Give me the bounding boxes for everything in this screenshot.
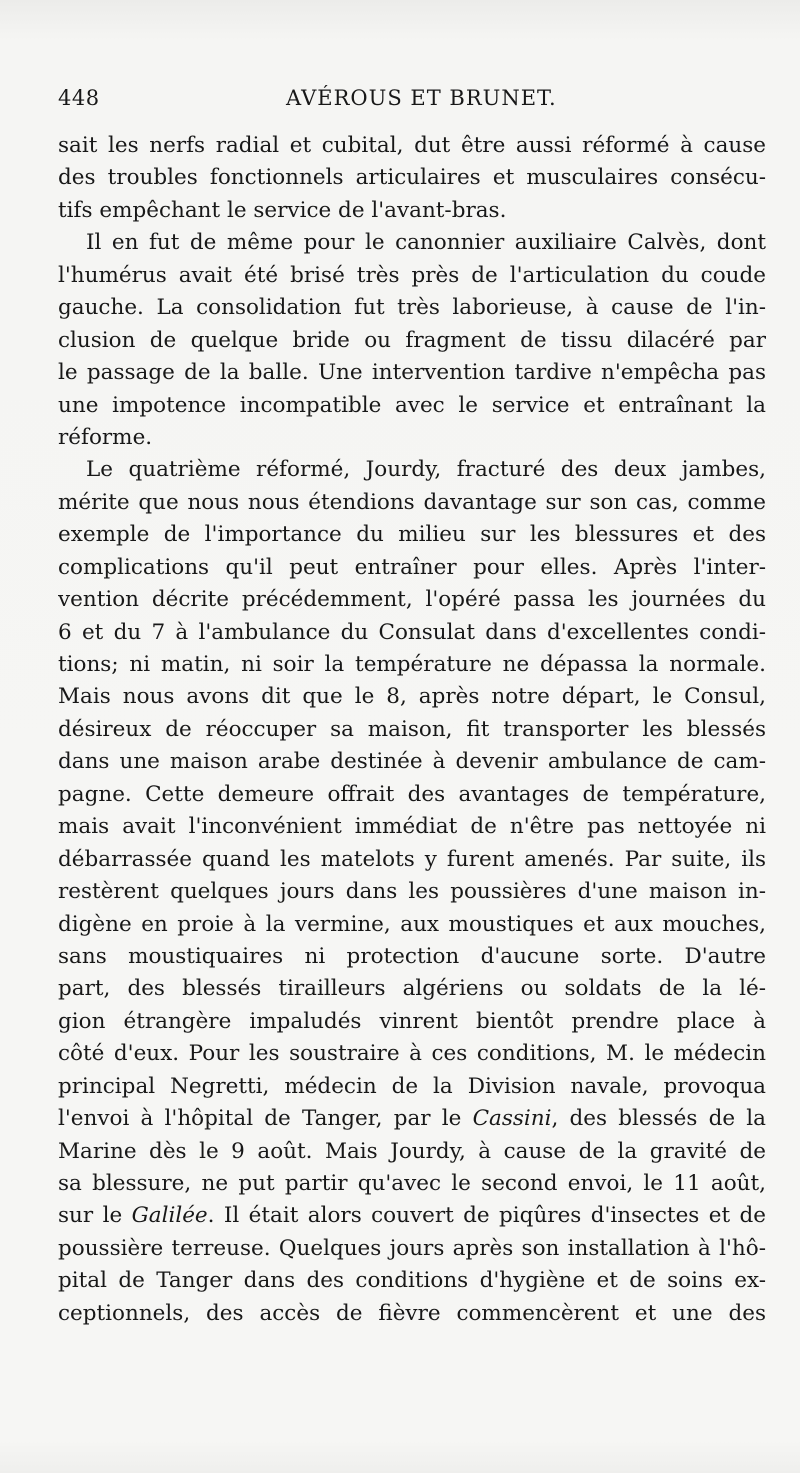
text-line: clusion de quelque bride ou fragment de tissu dilacéré par	[58, 327, 766, 353]
text-line: vention décrite précédemment, l'opéré passa les journées du	[58, 587, 766, 613]
text-line: poussière terreuse. Quelques jours après son installation à l'hô-	[58, 1235, 766, 1261]
text-line: pagne. Cette demeure offrait des avantages de température,	[58, 781, 766, 807]
text-line: part, des blessés tirailleurs algériens ou soldats de la lé-	[58, 976, 766, 1002]
text-line: complications qu'il peut entraîner pour elles. Après l'inter-	[58, 554, 766, 580]
body-text	[58, 130, 766, 1330]
text-line: l'envoi à l'hôpital de Tanger, par le Cassini, des blessés de la	[58, 1106, 766, 1132]
text-line: sans moustiquaires ni protection d'aucune sorte. D'autre	[58, 943, 766, 969]
text-line: pital de Tanger dans des conditions d'hygiène et de soins ex-	[58, 1268, 766, 1294]
page-number: 448	[58, 86, 100, 110]
text-line: gion étrangère impaludés vinrent bientôt prendre place à	[58, 1008, 766, 1034]
page-header	[58, 86, 750, 116]
text-line: sa blessure, ne put partir qu'avec le second envoi, le 11 août,	[58, 1171, 766, 1196]
text-line: débarrassée quand les matelots y furent amenés. Par suite, ils	[58, 846, 766, 872]
text-line: Marine dès le 9 août. Mais Jourdy, à cause de la gravité de	[58, 1138, 766, 1164]
ship-name: Galilée	[131, 1203, 208, 1229]
text-line: Mais nous avons dit que le 8, après notre départ, le Consul,	[58, 684, 766, 710]
ship-name: Cassini	[472, 1106, 552, 1132]
text-line: restèrent quelques jours dans les poussières d'une maison in-	[58, 879, 766, 905]
text-line: tions; ni matin, ni soir la température ne dépassa la normale.	[58, 652, 766, 677]
text-line: des troubles fonctionnels articulaires et musculaires consécu-	[58, 165, 766, 191]
text-line: Le quatrième réformé, Jourdy, fracturé des deux jambes,	[86, 457, 766, 483]
text-line: désireux de réoccuper sa maison, fit transporter les blessés	[58, 716, 766, 742]
text-line: ceptionnels, des accès de fièvre commencèrent et une des	[58, 1300, 766, 1326]
text-line: dans une maison arabe destinée à devenir ambulance de cam-	[58, 749, 766, 775]
text-line: côté d'eux. Pour les soustraire à ces conditions, M. le médecin	[58, 1041, 766, 1067]
text-line: le passage de la balle. Une intervention tardive n'empêcha pas	[58, 360, 766, 386]
text-line: Il en fut de même pour le canonnier auxiliaire Calvès, dont	[86, 230, 766, 256]
text-line: mérite que nous nous étendions davantage sur son cas, comme	[58, 489, 766, 515]
text-line: tifs empêchant le service de l'avant-bras.	[58, 197, 507, 223]
text-line: sur le Galilée. Il était alors couvert de piqûres d'insectes et de	[58, 1203, 766, 1229]
running-head: AVÉROUS ET BRUNET.	[286, 86, 557, 110]
text-line: mais avait l'inconvénient immédiat de n'être pas nettoyée ni	[58, 814, 766, 840]
text-line: l'humérus avait été brisé très près de l'articulation du coude	[58, 262, 766, 288]
text-line: digène en proie à la vermine, aux moustiques et aux mouches,	[58, 911, 766, 937]
text-line: gauche. La consolidation fut très laborieuse, à cause de l'in-	[58, 295, 766, 321]
text-line: une impotence incompatible avec le service et entraînant la	[58, 392, 766, 418]
text-line: principal Negretti, médecin de la Division navale, provoqua	[58, 1073, 766, 1099]
text-line: 6 et du 7 à l'ambulance du Consulat dans d'excellentes condi-	[58, 619, 766, 645]
text-line: réforme.	[58, 424, 153, 450]
text-line: sait les nerfs radial et cubital, dut être aussi réformé à cause	[58, 133, 766, 158]
text-line: exemple de l'importance du milieu sur les blessures et des	[58, 522, 766, 548]
